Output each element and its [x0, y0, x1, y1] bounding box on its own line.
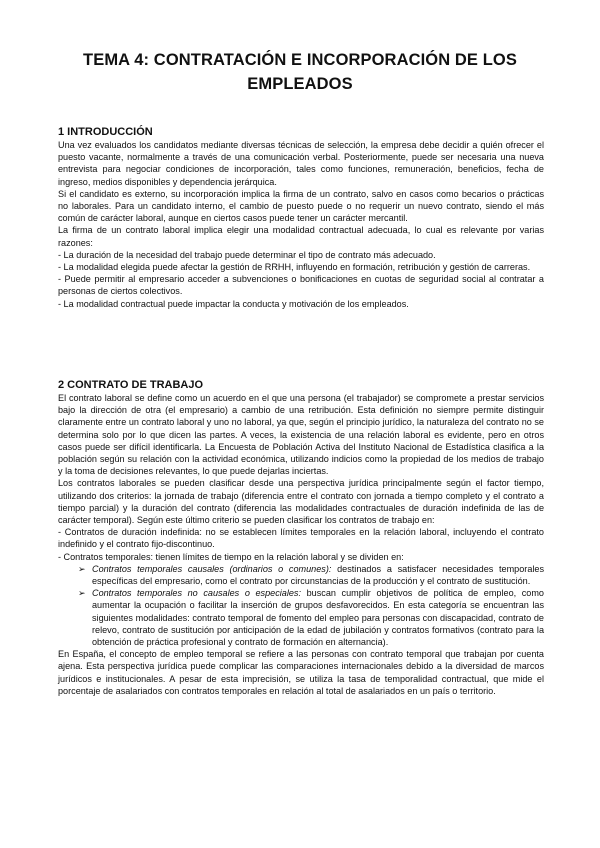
bullet-text: buscan cumplir objetivos de política de empleo, como aumentar la ocupación o facilitar la inserción de grupos desfavorecidos. En esta categoría se encuentran las siguientes modalidades: contrato temporal de fomento del empleo para personas con discapacidad, contrato de relevo, contrato de sustitución por anticipación de la edad de jubilación y contratos formativos (contrato para la obtención de práctica profesional y contrato de formación en alternancia).	[92, 588, 544, 648]
bullet-label: Contratos temporales no causales o especiales:	[92, 588, 301, 599]
arrow-bullet-icon: ➢	[78, 563, 86, 574]
paragraph: La firma de un contrato laboral implica elegir una modalidad contractual adecuada, lo cual es relevante por varias razones:	[58, 225, 544, 248]
bullet-text: destinados a satisfacer necesidades temporales específicas del empresario, como el contrato por circunstancias de la producción y el contrato de sustitución.	[92, 563, 545, 587]
list-item: - Contratos temporales: tienen límites de tiempo en la relación laboral y se dividen en:	[58, 551, 404, 562]
list-item: - La duración de la necesidad del trabajo puede determinar el tipo de contrato más adecuado.	[58, 249, 436, 260]
arrow-bullet-icon: ➢	[78, 588, 86, 599]
document-title: TEMA 4: CONTRATACIÓN E INCORPORACIÓN DE LOS EMPLEADOS	[83, 51, 517, 93]
arrow-bullet-item	[58, 563, 544, 587]
paragraph: Si el candidato es externo, su incorporación implica la firma de un contrato, salvo en casos como becarios o prácticas no laborales. Para un candidato interno, el cambio de puesto puede o no requerir un nuevo contrato, siendo el más común de carácter laboral, aunque en ciertos casos puede tener un carácter mercantil.	[58, 188, 544, 224]
paragraph: Una vez evaluados los candidatos mediante diversas técnicas de selección, la empresa debe decidir a quién ofrecer el puesto vacante, normalmente a través de una comunicación verbal. Posteriormente, puede ser necesaria una nueva entrevista para negociar condiciones de incorporación, tales como funciones, remuneración, beneficios, fecha de ingreso, medios disponibles y dependencia jerárquica.	[58, 140, 544, 187]
list-item: - Puede permitir al empresario acceder a subvenciones o bonificaciones en cuotas de seguridad social al contratar a personas de ciertos colectivos.	[58, 274, 544, 297]
paragraph: El contrato laboral se define como un acuerdo en el que una persona (el trabajador) se compromete a prestar servicios bajo la dirección de otra (el empresario) a cambio de una retribución. Esta definición no siempre permite distinguir claramente entre un contrato laboral y uno no laboral, ya que, según el principio jurídico, la naturaleza del contrato no se determina solo por lo que dicen las partes. A veces, la existencia de una relación laboral es evidente, pero en otros casos puede ser difícil identificarla. La Encuesta de Población Activa del Instituto Nacional de Estadística clasifica a la población según su relación con la actividad económica, utilizando indicios como la propiedad de los medios de trabajo y la toma de decisiones relevantes, lo que puede dejarlas inciertas.	[58, 393, 544, 477]
arrow-bullet-item	[58, 587, 544, 648]
list-item: - La modalidad contractual puede impactar la conducta y motivación de los empleados.	[58, 298, 409, 309]
section-heading-introduccion: 1 INTRODUCCIÓN	[58, 126, 153, 138]
bullet-label: Contratos temporales causales (ordinarios o comunes):	[92, 563, 332, 574]
section-heading-contrato-de-trabajo: 2 CONTRATO DE TRABAJO	[58, 379, 204, 391]
paragraph: Los contratos laborales se pueden clasificar desde una perspectiva jurídica principalmente según el factor tiempo, utilizando dos criterios: la jornada de trabajo (diferencia entre el contrato con jornada a tiempo completo y el contrato a tiempo parcial) y la duración del contrato (diferencia las modalidades contractuales de duración indefinida de las de carácter temporal). Según este último criterio se pueden clasificar los contratos de trabajo en:	[58, 478, 544, 526]
paragraph: En España, el concepto de empleo temporal se refiere a las personas con contrato temporal que trabajan por cuenta ajena. Esta perspectiva jurídica puede complicar las comparaciones internacionales debido a la diversidad de marcos jurídicos e institucionales. A pesar de esta imprecisión, se utiliza la tasa de temporalidad contractual, que mide el porcentaje de asalariados con contratos temporales en relación al total de asalariados en un país o territorio.	[58, 649, 544, 696]
list-item: - Contratos de duración indefinida: no se establecen límites temporales en la relación laboral, incluyendo el contrato indefinido y el contrato fijo-discontinuo.	[58, 527, 544, 550]
section-body-introduccion	[58, 139, 544, 310]
section-body-contrato-de-trabajo	[58, 392, 544, 697]
list-item: - La modalidad elegida puede afectar la gestión de RRHH, influyendo en formación, retribución y gestión de carreras.	[58, 262, 531, 273]
